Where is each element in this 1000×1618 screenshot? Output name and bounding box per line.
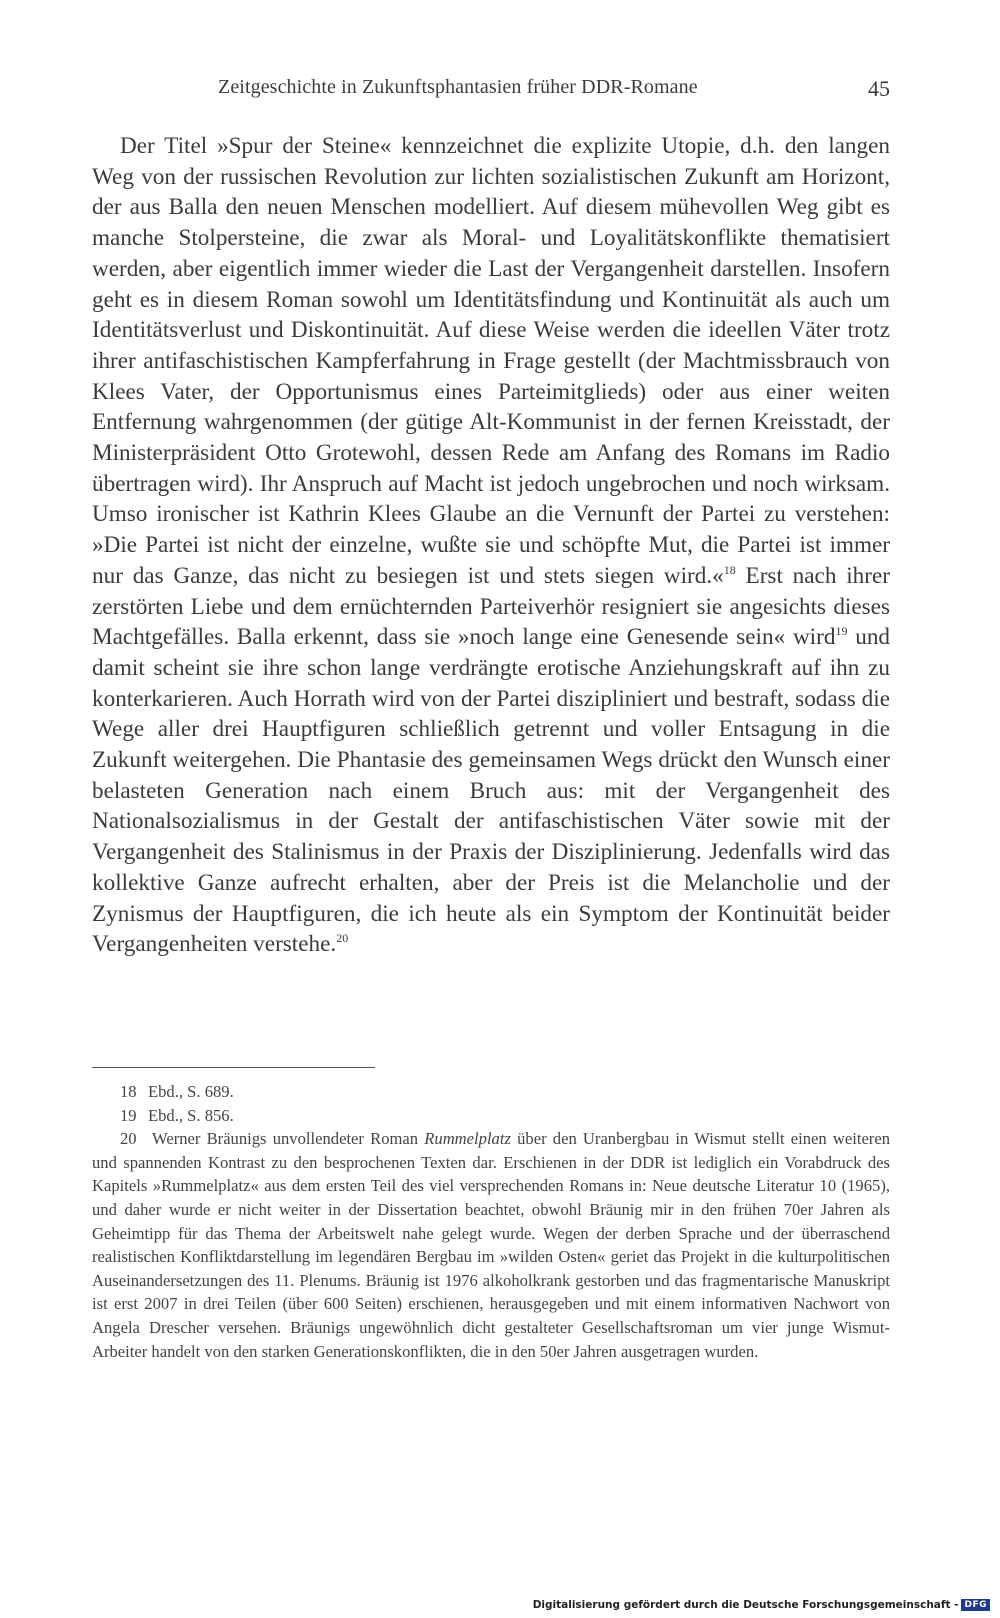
running-head — [92, 76, 890, 106]
footnote-ref-18: 18 — [723, 562, 736, 577]
footnote-number: 19 — [120, 1105, 137, 1125]
body-paragraph — [92, 131, 890, 960]
body-text-part-3: und damit scheint sie ihre schon lange verdrängte erotische Anziehungskraft auf ihn zu konterkarieren. Auch Horrath wird von der Partei diszipliniert und bestraft, sodass die Wege aller drei Hauptfiguren schließlich getrennt und voller Entsagung in die Zukunft weitergehen. Die Phantasie des gemeinsamen Wegs drückt den Wunsch einer belasteten Generation nach einem Bruch aus: mit der Vergangenheit des Nationalsozialismus in der Gestalt der antifaschistischen Väter sowie mit der Vergangenheit des Stalinismus in der Praxis der Disziplinierung. Jedenfalls wird das kollektive Ganze aufrecht erhalten, aber der Preis ist die Melancholie und der Zynismus der Hauptfiguren, die ich heute als ein Symptom der Kontinuität beider Vergangenheiten verstehe. — [92, 624, 891, 958]
body-text-part-2: Erst nach ihrer zerstörten Liebe und dem ernüchternden Parteiverhör resigniert sie angesichts dieses Machtgefälles. Balla erkennt, dass sie »noch lange eine Genesende sein« wird — [92, 562, 890, 651]
footnote-ref-20: 20 — [336, 931, 349, 946]
page-number: 45 — [868, 76, 890, 101]
digitization-watermark — [533, 1596, 990, 1614]
footnote-book-title: Rummelplatz — [424, 1129, 511, 1149]
main-text — [92, 131, 890, 960]
running-title: Zeitgeschichte in Zukunftsphantasien früher DDR-Romane — [218, 76, 698, 98]
dfg-logo-icon: DFG — [961, 1599, 990, 1611]
footnote-number: 18 — [120, 1082, 137, 1101]
footnote-number: 20 — [120, 1129, 137, 1149]
footnote-18 — [92, 1080, 890, 1104]
body-text-part-1: Der Titel »Spur der Steine« kennzeichnet die explizite Utopie, d.h. den langen Weg von der russischen Revolution zur lichten sozialistischen Zukunft am Horizont, der aus Balla den neuen Menschen modelliert. Auf diesem mühevollen Weg gibt es manche Stolpersteine, die zwar als Moral- und Loyalitätskonflikte thematisiert werden, aber eigentlich immer wieder die Last der Vergangenheit darstellen. Insofern geht es in diesem Roman sowohl um Identitätsfindung und Kontinuität als auch um Identitätsverlust und Diskontinuität. Auf diese Weise werden die ideellen Väter trotz ihrer antifaschistischen Kampferfahrung in Frage gestellt (der Machtmissbrauch von Klees Vater, der Opportunismus eines Parteimitglieds) oder aus einer weiten Entfernung wahrgenommen (der gütige Alt-Kommunist in der fernen Kreisstadt, der Ministerpräsident Otto Grotewohl, dessen Rede am Anfang des Romans im Radio übertragen wird). Ihr Anspruch auf Macht ist jedoch ungebrochen und noch wirksam. Umso ironischer ist Kathrin Klees Glaube an die Vernunft der Partei zu verstehen: »Die Partei ist nicht der einzelne, wußte sie und schöpfte Mut, die Partei ist immer nur das Ganze, das nicht zu besiegen ist und stets siegen wird.« — [92, 133, 890, 589]
footnote-text: Ebd., S. 689. — [148, 1082, 234, 1101]
footnote-text: Ebd., S. 856. — [148, 1105, 234, 1125]
footnote-divider — [92, 1067, 375, 1068]
footnote-20 — [92, 1127, 890, 1363]
footnote-19 — [92, 1104, 890, 1128]
footnote-ref-19: 19 — [835, 624, 848, 639]
footnote-text-after: über den Uranbergbau in Wismut stellt einen weiteren und spannenden Kontrast zu den besprochenen Texten dar. Erschienen in der DDR ist lediglich ein Vorabdruck des Kapitels »Rummelplatz« aus dem ersten Teil des viel versprechenden Romans in: Neue deutsche Literatur 10 (1965), und daher wurde er nicht weiter in der Dissertation beachtet, obwohl Bräunig mir in den frühen 70er Jahren als Geheimtipp für das Thema der Arbeitswelt nahe gelegt wurde. Wegen der derben Sprache und der überraschend realistischen Konfliktdarstellung im legendären Bergbau im »wilden Osten« geriet das Projekt in die kulturpolitischen Auseinandersetzungen des 11. Plenums. Bräunig ist 1976 alkoholkrank gestorben und das fragmentarische Manuskript ist erst 2007 in drei Teilen (über 600 Seiten) erschienen, herausgegeben und mit einem informativen Nachwort von Angela Drescher versehen. Bräunigs ungewöhnlich dicht gestalteter Gesellschaftsroman um vier junge Wismut-Arbeiter handelt von den starken Generationskonflikten, die in den 50er Jahren ausgetragen wurden. — [92, 1129, 890, 1361]
footnote-text-before: Werner Bräunigs unvollendeter Roman — [152, 1129, 425, 1149]
watermark-text: Digitalisierung gefördert durch die Deutsche Forschungsgemeinschaft - — [532, 1599, 959, 1611]
footnotes — [92, 1080, 890, 1363]
